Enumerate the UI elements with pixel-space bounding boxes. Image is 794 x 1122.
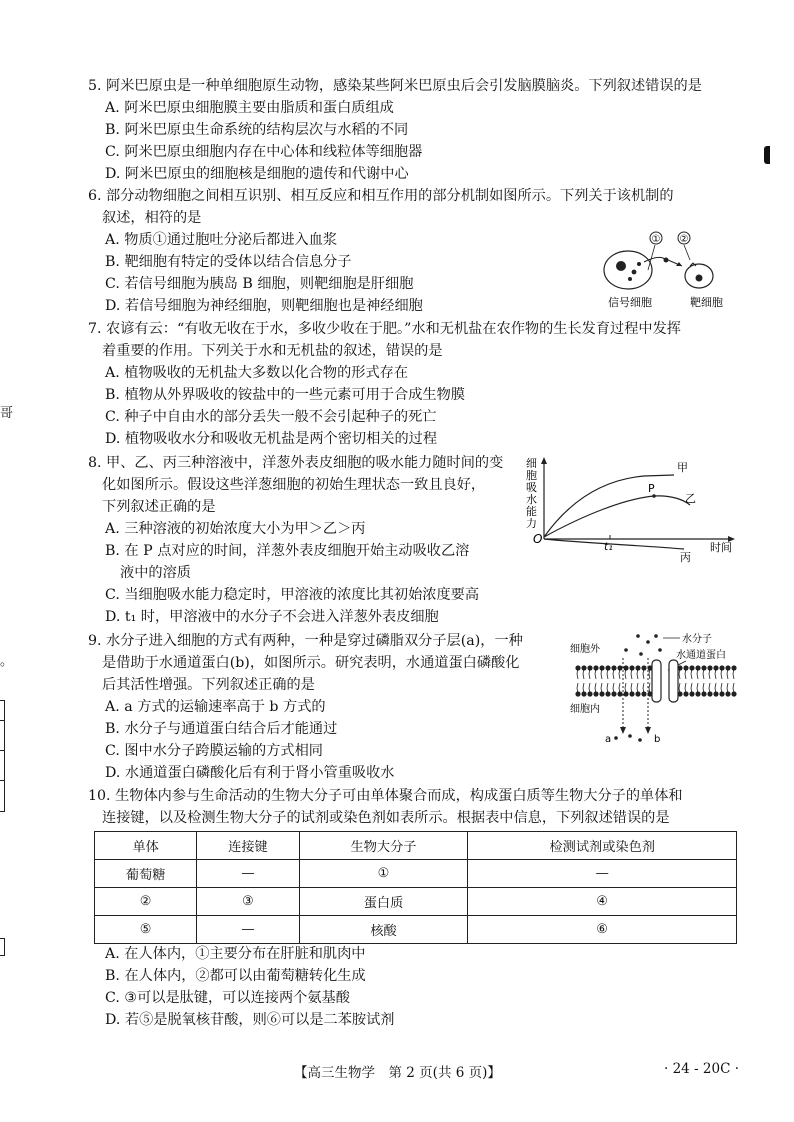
water-molecule bbox=[654, 634, 658, 638]
question-10-stem-line-2: 连接键，以及检测生物大分子的试剂或染色剂如表所示。根据表中信息，下列叙述错误的是 bbox=[102, 810, 670, 826]
question-6-option-a: A. 物质①通过胞吐分泌后都进入血浆 bbox=[105, 232, 338, 248]
label-2: ② bbox=[679, 234, 689, 245]
water-absorption-graph bbox=[524, 455, 746, 577]
left-edge-box-fragment bbox=[0, 938, 5, 956]
question-10-option-b: B. 在人体内，②都可以由葡萄糖转化生成 bbox=[105, 968, 366, 984]
question-5-option-b: B. 阿米巴原虫生命系统的结构层次与水稻的不同 bbox=[105, 122, 409, 138]
y-axis-label-char: 水 bbox=[526, 493, 537, 506]
water-molecule bbox=[614, 736, 618, 740]
curve-bing-label: 丙 bbox=[680, 551, 691, 564]
question-8-stem-line-2: 化如图所示。假设这些洋葱细胞的初始生理状态一致且良好， bbox=[102, 477, 486, 493]
point-p-label: P bbox=[648, 482, 655, 495]
right-edge-mark bbox=[764, 146, 770, 164]
origin-label: O bbox=[533, 532, 543, 546]
y-axis-arrow bbox=[541, 457, 547, 464]
question-6-option-c: C. 若信号细胞为胰岛 B 细胞，则靶细胞是肝细胞 bbox=[105, 276, 414, 292]
question-10-option-c: C. ③可以是肽键，可以连接两个氨基酸 bbox=[105, 990, 350, 1006]
left-edge-line bbox=[0, 750, 4, 751]
question-8-stem-line-1: 8. 甲、乙、丙三种溶液中，洋葱外表皮细胞的吸水能力随时间的变 bbox=[88, 455, 504, 471]
table-cell: ⑤ bbox=[95, 916, 197, 944]
label-2-pointer bbox=[684, 245, 690, 260]
table-header-row bbox=[95, 832, 737, 860]
signal-cell-vesicle bbox=[637, 262, 641, 266]
question-10-option-a: A. 在人体内，①主要分布在肝脏和肌肉中 bbox=[105, 946, 366, 962]
question-9-option-d: D. 水通道蛋白磷酸化后有利于肾小管重吸收水 bbox=[105, 765, 395, 781]
curve-yi-label: 乙 bbox=[685, 492, 696, 505]
table-cell: — bbox=[468, 860, 737, 888]
water-molecule bbox=[628, 734, 632, 738]
question-9-stem-line-3: 后其活性增强。下列叙述正确的是 bbox=[102, 677, 315, 693]
question-8-stem-line-3: 下列叙述正确的是 bbox=[102, 499, 216, 515]
question-7-option-a: A. 植物吸收的无机盐大多数以化合物的形式存在 bbox=[105, 365, 409, 381]
t1-label: t₁ bbox=[604, 540, 613, 553]
y-axis-label-char: 吸 bbox=[526, 481, 537, 494]
question-5-option-c: C. 阿米巴原虫细胞内存在中心体和线粒体等细胞器 bbox=[105, 144, 423, 160]
y-axis-label-char: 力 bbox=[526, 517, 537, 530]
path-b-label: b bbox=[654, 734, 661, 745]
x-axis-label: 时间 bbox=[710, 541, 732, 554]
question-5-option-a: A. 阿米巴原虫细胞膜主要由脂质和蛋白质组成 bbox=[105, 100, 394, 116]
table-header: 生物大分子 bbox=[299, 832, 468, 860]
left-edge-dot: 。 bbox=[0, 654, 14, 669]
water-channel-figure bbox=[568, 628, 740, 748]
y-axis-label-char: 能 bbox=[526, 505, 537, 518]
question-7-option-c: C. 种子中自由水的部分丢失一般不会引起种子的死亡 bbox=[105, 409, 437, 425]
path-b-arrow bbox=[645, 727, 651, 734]
curve-yi bbox=[544, 496, 690, 537]
question-9-option-b: B. 水分子与通道蛋白结合后才能通过 bbox=[105, 721, 338, 737]
target-cell-label: 靶细胞 bbox=[690, 296, 723, 309]
question-10-table bbox=[94, 831, 737, 944]
question-7-option-b: B. 植物从外界吸收的铵盐中的一些元素可用于合成生物膜 bbox=[105, 387, 465, 403]
signal-cell-vesicle bbox=[628, 277, 632, 281]
question-5-stem: 5. 阿米巴原虫是一种单细胞原生动物，感染某些阿米巴原虫后会引发脑膜脑炎。下列叙述错误的是 bbox=[88, 78, 702, 94]
y-axis-label-char: 细 bbox=[526, 457, 537, 470]
question-10-options bbox=[88, 943, 743, 1031]
footer-code: · 24 - 20C · bbox=[664, 1061, 739, 1077]
table-cell: 核酸 bbox=[299, 916, 468, 944]
water-label: 水分子 bbox=[682, 634, 712, 645]
cell-signaling-figure bbox=[598, 228, 738, 312]
question-9-stem-line-2: 是借助于水通道蛋白(b)，如图所示。研究表明，水通道蛋白磷酸化 bbox=[102, 655, 520, 671]
table-cell: — bbox=[197, 916, 299, 944]
channel-label: 水通道蛋白 bbox=[676, 650, 726, 661]
question-7-stem-line-2: 着重要的作用。下列关于水和无机盐的叙述，错误的是 bbox=[102, 343, 443, 359]
signal-cell-label: 信号细胞 bbox=[608, 296, 652, 309]
question-8-option-d: D. t₁ 时，甲溶液中的水分子不会进入洋葱外表皮细胞 bbox=[105, 609, 439, 625]
signal-cell-nucleus bbox=[616, 261, 626, 271]
curve-jia-label: 甲 bbox=[677, 461, 688, 474]
question-9-stem-line-1: 9. 水分子进入细胞的方式有两种，一种是穿过磷脂双分子层(a)，一种 bbox=[88, 633, 523, 649]
question-6-stem-line-2: 叙述，相符的是 bbox=[102, 210, 202, 226]
table-cell: ③ bbox=[197, 888, 299, 916]
signal-cell-vesicle bbox=[632, 270, 637, 275]
table-row bbox=[95, 888, 737, 916]
table-row bbox=[95, 916, 737, 944]
table-header: 检测试剂或染色剂 bbox=[468, 832, 737, 860]
question-7-stem-line-1: 7. 农谚有云：“有收无收在于水，多收少收在于肥。”水和无机盐在农作物的生长发育过程中发挥 bbox=[88, 321, 681, 337]
table-header: 连接键 bbox=[197, 832, 299, 860]
table-row bbox=[95, 860, 737, 888]
channel-protein-left bbox=[652, 660, 661, 702]
left-edge-table-fragment bbox=[0, 700, 5, 812]
question-10 bbox=[88, 785, 743, 829]
water-molecule bbox=[639, 652, 643, 656]
question-6-option-b: B. 靶细胞有特定的受体以结合信息分子 bbox=[105, 254, 352, 270]
left-edge-line bbox=[0, 720, 4, 721]
question-8-option-b-continued: 液中的溶质 bbox=[120, 565, 191, 581]
question-9-option-c: C. 图中水分子跨膜运输的方式相同 bbox=[105, 743, 323, 759]
path-a-label: a bbox=[605, 734, 612, 745]
question-6-stem-line-1: 6. 部分动物细胞之间相互识别、相互反应和相互作用的部分机制如图所示。下列关于该机制的 bbox=[88, 188, 674, 204]
question-7 bbox=[88, 318, 743, 450]
water-molecule bbox=[638, 738, 642, 742]
left-edge-line bbox=[0, 780, 4, 781]
curve-bing bbox=[544, 539, 684, 549]
question-8-option-c: C. 当细胞吸水能力稳定时，甲溶液的浓度比其初始浓度要高 bbox=[105, 587, 480, 603]
question-10-option-d: D. 若⑤是脱氧核苷酸，则⑥可以是二苯胺试剂 bbox=[105, 1012, 395, 1028]
question-7-option-d: D. 植物吸收水分和吸收无机盐是两个密切相关的过程 bbox=[105, 431, 438, 447]
table-cell: 葡萄糖 bbox=[95, 860, 197, 888]
question-8-option-b: B. 在 P 点对应的时间，洋葱外表皮细胞开始主动吸收乙溶 bbox=[105, 543, 470, 559]
table-cell: ① bbox=[299, 860, 468, 888]
footer-page-info: 【高三生物学 第 2 页(共 6 页)】 bbox=[294, 1065, 501, 1081]
target-cell-nucleus bbox=[696, 275, 703, 282]
path-a-arrow bbox=[620, 727, 626, 734]
signal-molecule bbox=[664, 258, 669, 263]
label-1: ① bbox=[651, 234, 661, 245]
question-6-option-d: D. 若信号细胞为神经细胞，则靶细胞也是神经细胞 bbox=[105, 298, 423, 314]
table-cell: ④ bbox=[468, 888, 737, 916]
channel-protein-right bbox=[669, 660, 678, 702]
water-molecule bbox=[624, 648, 628, 652]
question-5-option-d: D. 阿米巴原虫的细胞核是细胞的遗传和代谢中心 bbox=[105, 166, 409, 182]
table-header: 单体 bbox=[95, 832, 197, 860]
y-axis-label-char: 胞 bbox=[526, 469, 537, 482]
table-cell: ② bbox=[95, 888, 197, 916]
question-8-option-a: A. 三种溶液的初始浓度大小为甲＞乙＞丙 bbox=[105, 521, 366, 537]
outside-label: 细胞外 bbox=[570, 644, 600, 655]
water-molecule bbox=[658, 648, 662, 652]
table-cell: — bbox=[197, 860, 299, 888]
signal-cell-shape bbox=[604, 251, 652, 289]
inside-label: 细胞内 bbox=[570, 704, 600, 715]
question-9-option-a: A. a 方式的运输速率高于 b 方式的 bbox=[105, 699, 326, 715]
left-edge-fragment: 哥 bbox=[0, 406, 14, 421]
question-5 bbox=[88, 75, 743, 185]
table-cell: 蛋白质 bbox=[299, 888, 468, 916]
water-molecule bbox=[646, 640, 650, 644]
question-10-stem-line-1: 10. 生物体内参与生命活动的生物大分子可由单体聚合而成，构成蛋白质等生物大分子的单体和 bbox=[88, 788, 683, 804]
water-molecule bbox=[636, 634, 640, 638]
table-cell: ⑥ bbox=[468, 916, 737, 944]
